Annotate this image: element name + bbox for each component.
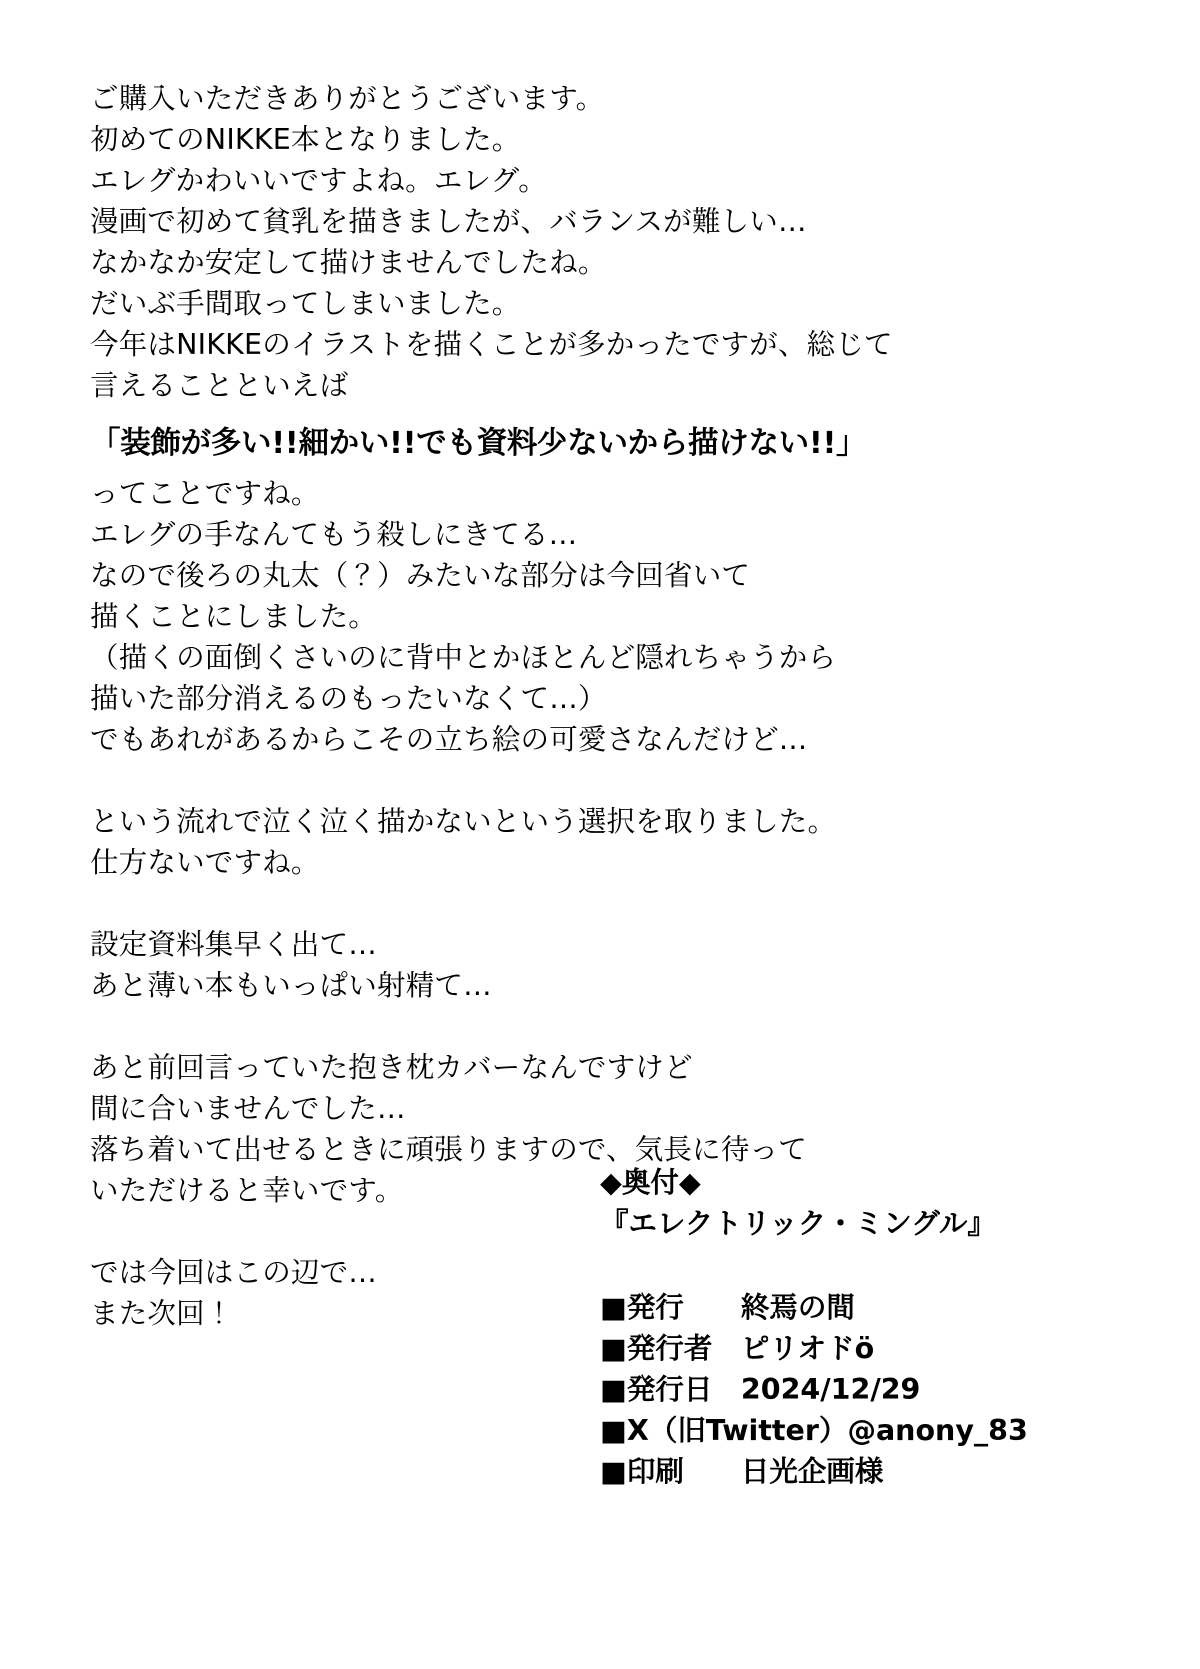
afterword-line: 今年はNIKKEのイラストを描くことが多かったですが、総じて: [90, 328, 893, 361]
afterword-line: なかなか安定して描けませんでしたね。: [90, 246, 607, 279]
afterword-spacer: [90, 760, 1090, 801]
afterword-spacer: [90, 1006, 1090, 1047]
afterword-line: ってことですね。: [90, 477, 320, 510]
afterword-line: ご購入いただきありがとうございます。: [90, 82, 605, 115]
afterword-line: いただけると幸いです。: [90, 1174, 404, 1207]
afterword-line: エレグかわいいですよね。エレグ。: [90, 164, 547, 197]
afterword-text-block: [90, 78, 1090, 1334]
afterword-line: だいぶ手間取ってしまいました。: [90, 287, 521, 320]
afterword-line: でもあれがあるからこその立ち絵の可愛さなんだけど…: [90, 723, 808, 756]
colophon-row-publisher: ■発行 終焉の間: [600, 1291, 855, 1324]
afterword-line: なので後ろの丸太（？）みたいな部分は今回省いて: [90, 559, 751, 592]
afterword-line: エレグの手なんてもう殺しにきてる…: [90, 518, 578, 551]
afterword-line: では今回はこの辺で…: [90, 1256, 378, 1289]
afterword-line: という流れで泣く泣く描かないという選択を取りました。: [90, 805, 837, 838]
afterword-spacer: [90, 883, 1090, 924]
afterword-line: 仕方ないですね。: [90, 846, 320, 879]
afterword-line: （描くの面倒くさいのに背中とかほとんど隠れちゃうから: [90, 641, 837, 674]
afterword-line: 描いた部分消えるのもったいなくて…）: [90, 682, 607, 715]
colophon-block: [600, 1163, 1160, 1492]
colophon-row-author: ■発行者 ピリオドö: [600, 1332, 875, 1365]
colophon-title: 『エレクトリック・ミングル』: [600, 1207, 996, 1240]
afterword-line: 言えることといえば: [90, 369, 349, 402]
colophon-heading: ◆奥付◆: [600, 1166, 701, 1199]
afterword-line: あと前回言っていた抱き枕カバーなんですけど: [90, 1051, 693, 1084]
emphasis-quote-line: 「装飾が多い!!細かい!!でも資料少ないから描けない!!」: [90, 426, 867, 461]
afterword-line: 初めてのNIKKE本となりました。: [90, 123, 521, 156]
colophon-spacer: [600, 1245, 1160, 1287]
afterword-line: 漫画で初めて貧乳を描きましたが、バランスが難しい…: [90, 205, 807, 238]
afterword-line: 間に合いませんでした…: [90, 1092, 406, 1125]
afterword-line: 落ち着いて出せるときに頑張りますので、気長に待って: [90, 1133, 807, 1166]
afterword-line: 描くことにしました。: [90, 600, 378, 633]
colophon-row-date: ■発行日 2024/12/29: [600, 1373, 921, 1406]
colophon-row-printer: ■印刷 日光企画様: [600, 1455, 884, 1488]
afterword-line: あと薄い本もいっぱい射精て…: [90, 969, 492, 1002]
afterword-line: 設定資料集早く出て…: [90, 928, 378, 961]
afterword-line: また次回！: [90, 1297, 234, 1330]
colophon-row-twitter: ■X（旧Twitter）@anony_83: [600, 1414, 1028, 1447]
